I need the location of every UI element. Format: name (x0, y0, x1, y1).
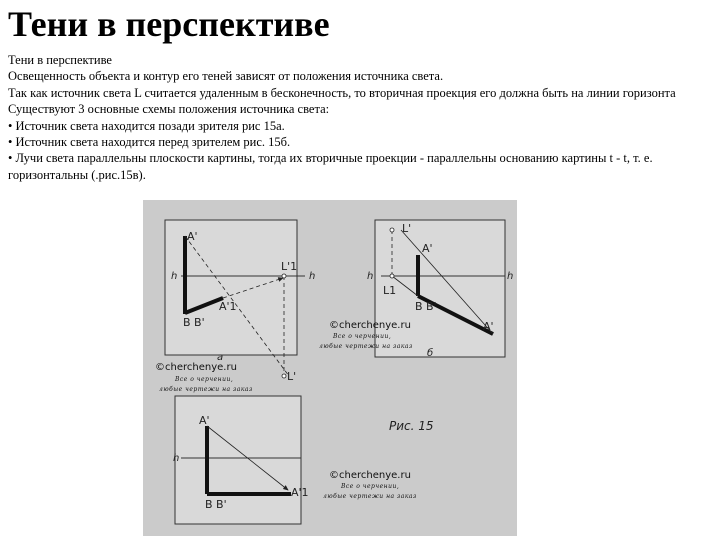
panel-c-frame (175, 396, 301, 524)
horizon-label: h (367, 271, 374, 282)
light-point (390, 274, 394, 278)
point-label: B B' (415, 300, 437, 313)
watermark-line: любые чертежи на заказ (323, 493, 417, 500)
paragraph: Существуют 3 основные схемы положения источника света: (8, 102, 330, 117)
list-item: • Лучи света параллельны плоскости картины, тогда их вторичные проекции - параллельны основанию картины t - t, т. е. горизонтальны (.рис.15в). (8, 151, 653, 182)
light-point (390, 228, 394, 232)
point-label: A' (483, 320, 494, 333)
panel-a (165, 220, 315, 383)
point-label: A'1 (291, 486, 309, 499)
point-label: A'1 (219, 300, 237, 313)
watermark-site: ©cherchenye.ru (329, 470, 411, 481)
watermark-line: Все о черчении, (341, 483, 400, 490)
body-text (8, 52, 714, 183)
watermark (323, 470, 417, 500)
point-label: L'1 (281, 260, 298, 273)
figure-drawing (143, 200, 517, 536)
list-item: • Источник света находится перед зрителем рис. 15б. (8, 135, 291, 150)
point-label: B B' (205, 498, 227, 511)
watermark-line: Все о черчении, (333, 333, 392, 340)
horizon-label: h (173, 453, 180, 464)
light-point (282, 374, 286, 378)
paragraph: Так как источник света L считается удаленным в бесконечность, то вторичная проекция его должна быть на линии горизонта (8, 85, 676, 100)
point-label: A' (422, 242, 433, 255)
subfigure-label: б (427, 348, 434, 359)
point-label: L1 (383, 284, 397, 297)
subfigure-label: а (217, 352, 224, 363)
watermark-line: любые чертежи на заказ (159, 386, 253, 393)
point-label: L' (287, 370, 297, 383)
watermark (155, 362, 253, 393)
point-label: L' (402, 222, 412, 235)
horizon-label: h (171, 271, 178, 282)
figure-caption: Рис. 15 (389, 419, 434, 433)
horizon-label: h (507, 271, 514, 282)
watermark-site: ©cherchenye.ru (155, 362, 237, 373)
point-label: A' (199, 414, 210, 427)
page-title: Тени в перспективе (8, 4, 330, 44)
figure-shadows-perspective (143, 200, 517, 536)
panel-c (173, 396, 309, 524)
horizon-label: h (309, 271, 316, 282)
point-label: B B' (183, 316, 205, 329)
watermark-line: Все о черчении, (175, 376, 234, 383)
light-point (282, 274, 286, 278)
paragraph: Тени в перспективе (8, 53, 112, 67)
point-label: A' (187, 230, 198, 243)
paragraph: Освещенность объекта и контур его теней зависят от положения источника света. (8, 69, 444, 84)
watermark-line: любые чертежи на заказ (319, 343, 413, 350)
watermark-site: ©cherchenye.ru (329, 320, 411, 331)
list-item: • Источник света находится позади зрителя рис 15а. (8, 118, 285, 133)
